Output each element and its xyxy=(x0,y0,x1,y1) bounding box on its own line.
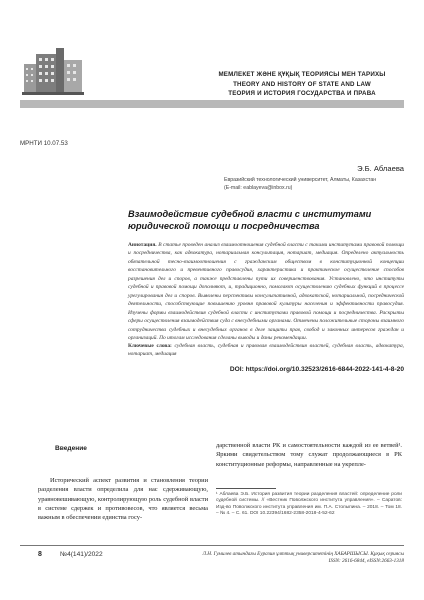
journal-issn: ISSN: 2616-6844, eISSN:2663-1318 xyxy=(328,558,404,565)
author-name: Э.Б. Аблаева xyxy=(357,164,404,173)
section-heading-ru: ТЕОРИЯ И ИСТОРИЯ ГОСУДАРСТВА И ПРАВА xyxy=(228,90,376,98)
intro-paragraph: Исторический аспект развития и становления теории разделения власти определила для нас сдерживающую, уравновешивающую, контролирующую роль судебной власти в системе сдержек и противовесов, что является весьма важным в обеспечении единства госу- xyxy=(38,477,208,522)
footer-divider xyxy=(20,545,404,546)
doi-link[interactable]: DOI: https://doi.org/10.32523/2616-6844-2022-141-4-8-20 xyxy=(229,366,404,373)
abstract xyxy=(128,241,404,342)
body-column-right xyxy=(216,441,402,469)
page-number: 8 xyxy=(38,551,42,558)
section-heading-en: THEORY AND HISTORY OF STATE AND LAW xyxy=(233,80,371,88)
article-title: Взаимодействие судебной власти с институтами юридической помощи и посредничества xyxy=(128,209,372,231)
section-heading-kz: МЕМЛЕКЕТ ЖӘНЕ ҚҰҚЫҚ ТЕОРИЯСЫ МЕН ТАРИХЫ xyxy=(218,71,386,78)
author-affiliation xyxy=(224,177,404,192)
keywords-text: судебная власть, судебная и правовая взаимодействия властей, судебная власть, адвокатура, нотариат, медиация xyxy=(128,343,404,358)
intro-paragraph-continued: дарственной власти РК и самостоятельности каждой из ее ветвей¹. Яркими свидетельством тому служат продолжающиеся в РК конституционные реформы, направленные на укрепле- xyxy=(216,442,402,468)
keywords-label: Ключевые слова: xyxy=(128,343,172,349)
author-email: (E-mail: eablayeva@inbox.ru) xyxy=(224,184,293,191)
abstract-text: В статье проведен анализ взаимоотношения судебной власти с такими институтами правовой помощи и посредничества, как адвокатура, нотариальная консультация, нотариат, медиация. Определено актуальность обязательной тесно-взаимоотношения с гражданским обществом в конституционной концепции восстановительного и превентивного правосудия, характеристика и практическое осуществление способов разрешения дел и споров, а также представлены пути их совершенствования. Установлено, что институты судебной и правовой помощи дополняют, и, традиционно, помогают осуществлению судебных функций в процессе урегулирования дел и споров. Выявлены перспективы консультативной, адвокатской, нотариальной, посреднической деятельности, способствующие повышению уровня правовой культуры населения и эффективности правосудия. Изучены формы взаимодействия судебной власти с институтами правовой помощи и посредничества. Раскрыты сферы осуществления взаимодействия суда с внесудебными органами. Отмечены положительные стороны взаимного сотрудничества судебных и внесудебных органов в деле защиты прав, свобод и законных интересов граждан и организаций. По итогам исследования сделаны выводы и даны рекомендации. xyxy=(128,242,404,341)
body-column-left xyxy=(38,476,208,523)
mrnti-code: МРНТИ 10.07.53 xyxy=(20,140,68,147)
section-heading xyxy=(200,70,404,99)
footnote: ¹ Аблаева Э.Б. История развития теории разделения властей: определение роли судебной системы. // «Вестник Поволжского института управления». – Саратов: Изд-во Поволжского института управления им. П.А. Столыпина. – 2018. – Том 18. – № 4. – С. 61. DOI 10.22394/1682-2358-2018-4-52-62 xyxy=(216,492,402,517)
footnote-divider xyxy=(216,488,276,489)
university-building-logo xyxy=(22,44,84,96)
issue-number: №4(141)/2022 xyxy=(60,551,103,558)
journal-info xyxy=(154,551,404,565)
keywords xyxy=(128,342,404,359)
journal-title: Л.Н. Гумилев атындағы Еуразия ұлттық университетінің ХАБАРШЫСЫ. Құқық сериясы xyxy=(202,551,404,557)
affiliation-text: Евразийский технологический университет, Алматы, Казахстан xyxy=(224,177,377,183)
header-band xyxy=(20,100,404,108)
intro-heading: Введение xyxy=(55,445,87,452)
abstract-label: Аннотация. xyxy=(128,242,157,248)
